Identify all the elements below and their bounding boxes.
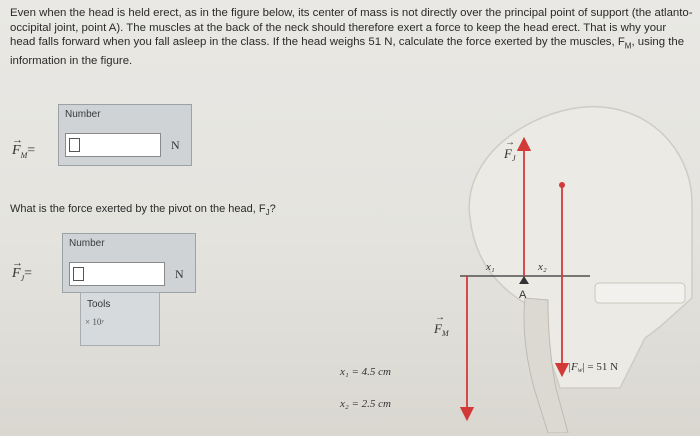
fj-input[interactable] (69, 262, 165, 286)
number-label: Number (65, 109, 101, 120)
given-x1: x₁ = 4.5 cm (340, 366, 391, 378)
head-diagram (430, 88, 695, 433)
answer-box-fj (62, 233, 196, 293)
answer-box-fm (58, 104, 192, 166)
input-cursor-icon (69, 138, 80, 152)
problem-suffix: , using the information in the figure. (10, 36, 685, 68)
tools-label: Tools (87, 299, 111, 310)
svg-text:→: → (505, 137, 515, 148)
question2-sub: J (265, 208, 270, 218)
vector-arrow-icon: → (12, 134, 23, 146)
input-cursor-icon (73, 267, 84, 281)
fj-label: $F_J$ (504, 146, 516, 163)
x2-label: x₂ (538, 261, 547, 273)
problem-statement (10, 6, 694, 69)
tools-panel (80, 292, 160, 346)
x1-label: x₁ (486, 261, 495, 273)
fm-input[interactable] (65, 133, 161, 157)
question-2: What is the force exerted by the pivot on the head, $F_J$? (10, 203, 276, 218)
fj-variable-label: → $F_J=$ (12, 257, 33, 283)
fj-equals: = (24, 266, 33, 281)
fm-unit: N (171, 138, 180, 152)
vector-arrow-icon: → (12, 257, 23, 269)
teeth (595, 283, 685, 303)
given-x2: x₂ = 2.5 cm (340, 398, 391, 410)
fj-unit: N (175, 267, 184, 281)
fm-sub: M (20, 150, 28, 160)
problem-text: Even when the head is held erect, as in the figure below, its center of mass is not directly over the principal point of support (the atlanto-occipital joint, point A). The muscles at the back of the neck should therefore exert a force to keep the head erect. That is why your head falls forward when you fall asleep in the class. If the head weighs 51 N, calculate the force exerted by the muscles, F (10, 7, 693, 49)
power-of-ten-button[interactable]: × 10ʸ (85, 317, 104, 327)
number-label: Number (69, 238, 105, 249)
weight-label: |Fw| = 51 N (568, 361, 619, 374)
fj-sub: J (20, 273, 25, 283)
point-a-label: A (519, 289, 527, 301)
fm-label: $F_M$ (434, 321, 449, 338)
fm-variable-label: → $F_M=$ (12, 134, 36, 160)
skull-shape (469, 107, 692, 388)
svg-text:→: → (435, 312, 445, 323)
problem-subscript: M (624, 41, 632, 51)
fm-equals: = (27, 143, 36, 158)
